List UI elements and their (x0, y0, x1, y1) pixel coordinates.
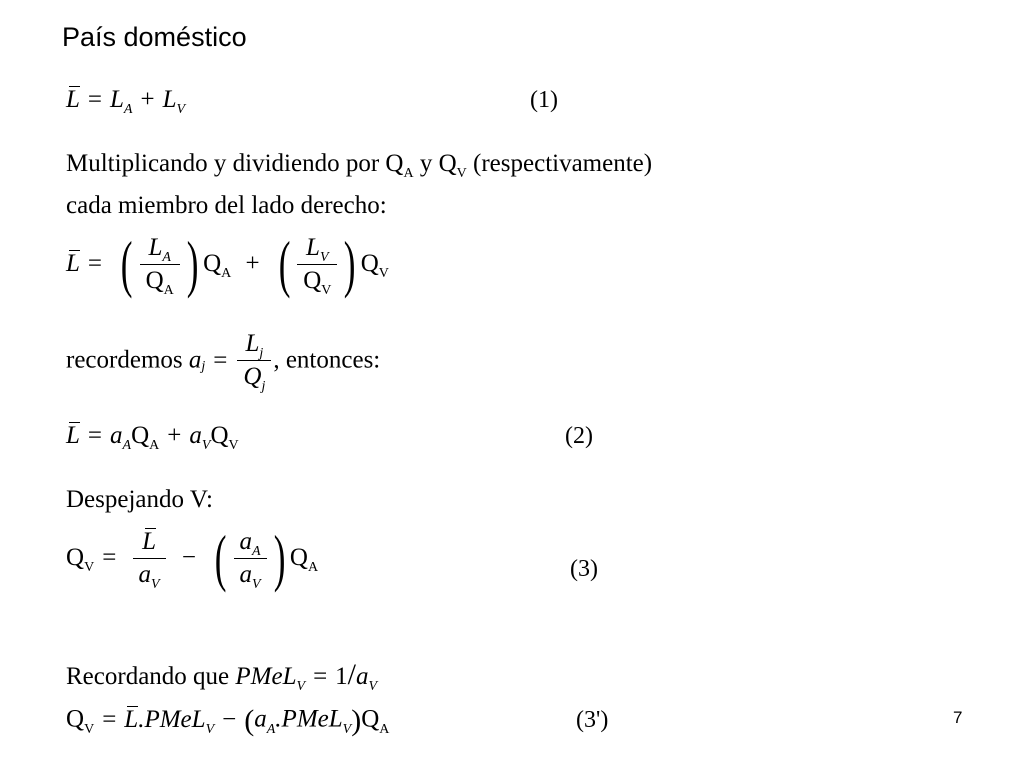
equation-2: $L = a_AQ_A + a_VQ_V$ (66, 422, 239, 453)
equation-1: $L = L_A + L_V$ (66, 86, 186, 117)
equation-3: $Q_V$ = $\frac{L}{a_V}$ − ( $\frac{a_A}{a_V}$ ) $Q_A$ (66, 522, 319, 593)
page-number: 7 (953, 708, 963, 727)
text-recordando: Recordando que PMeL$_V$ = $1/a_V$ (66, 658, 378, 694)
equation-2-number: (2) (565, 423, 593, 449)
equation-3-prime: $Q_V$ = L.PMeL$_V$ − $(a_A.PMeL_V)Q_A$ (66, 704, 390, 737)
text-cada-miembro: cada miembro del lado derecho: (66, 192, 387, 219)
slide-title: País doméstico (62, 22, 247, 52)
equation-1-number: (1) (530, 87, 558, 113)
text-recordemos: recordemos $a_j$ = $\frac{L_j}{Q_j}$ , entonces: (66, 330, 381, 394)
text-multiplicando: Multiplicando y dividiendo por $Q_A$ y $Q_V$ (respectivamente) (66, 150, 653, 181)
equation-fraction-expansion: L = ( $\frac{L_A}{Q_A}$ ) $Q_A$ + ( $\frac{L_V}{Q_V}$ ) $Q_V$ (66, 228, 389, 299)
equation-3-number: (3) (570, 556, 598, 582)
text-despejando: Despejando V: (66, 486, 213, 513)
equation-3-prime-number: (3') (576, 707, 609, 733)
